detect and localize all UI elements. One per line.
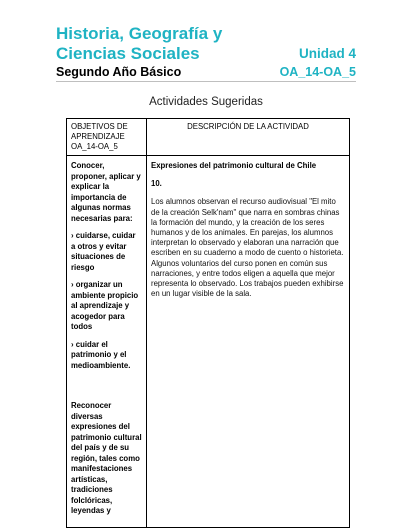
objective-item: Reconocer diversas expresiones del patrimonio cultural del país y de su región, tales como manifestaciones artísticas, tradiciones folclóricas, leyendas y (71, 401, 142, 515)
objectives-cell (67, 156, 147, 528)
activity-title: Expresiones del patrimonio cultural de Chile (151, 161, 317, 170)
subject-title: Historia, Geografía y Ciencias Sociales (56, 24, 223, 63)
description-column-header: DESCRIPCIÓN DE LA ACTIVIDAD (147, 119, 350, 156)
table-header-row (67, 119, 350, 156)
oa-code: OA_14-OA_5 (279, 65, 356, 79)
objective-item: › cuidar el patrimonio y el medioambiente. (71, 339, 131, 370)
activity-number: 10. (151, 179, 162, 189)
unit-label: Unidad 4 (298, 46, 356, 61)
header-divider (56, 81, 356, 82)
document-header (56, 24, 356, 79)
objective-item: › organizar un ambiente propicio al aprendizaje y acogedor para todos (71, 280, 139, 331)
objective-item: › cuidarse, cuidar a otros y evitar situaciones de riesgo (71, 231, 136, 272)
activity-description: Los alumnos observan el recurso audiovisual "El mito de la creación Selk'nam" que narra en sombras chinas la formación del mundo, y la creación de los seres humanos y de los animales. En parejas, los alumnos interpretan lo observado y elaboran una narración que escriben en su cuaderno a modo de cuento o historieta. Algunos voluntarios del curso ponen en común sus narraciones, y entre todos eligen a aquella que mejor representa lo observado. Los trabajos pueden exhibirse en un lugar visible de la sala. (151, 197, 344, 299)
objectives-column-header: OBJETIVOS DE APRENDIZAJE OA_14-OA_5 (67, 119, 147, 156)
objective-item: Conocer, proponer, aplicar y explicar la importancia de algunas normas necesarias para: (71, 161, 141, 223)
table-row (67, 156, 350, 528)
activity-cell (147, 156, 350, 528)
section-title: Actividades Sugeridas (149, 96, 263, 108)
grade-label: Segundo Año Básico (56, 65, 182, 79)
header-row-grade (56, 63, 356, 79)
activities-table (66, 118, 350, 528)
